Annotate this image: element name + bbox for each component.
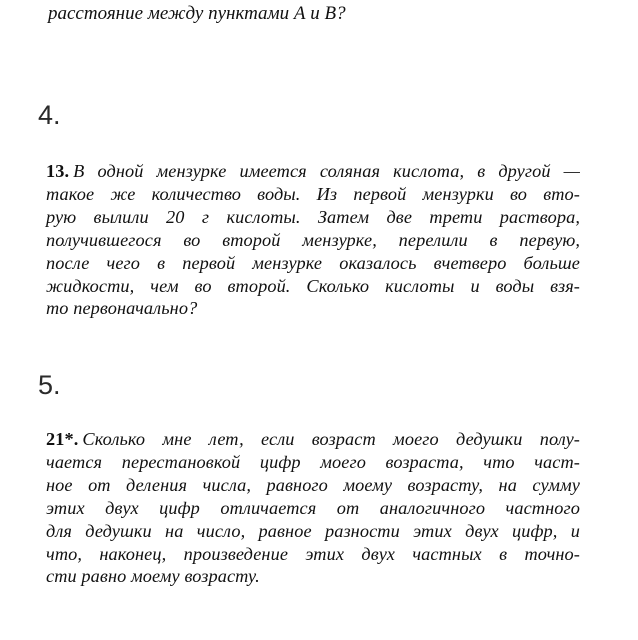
problem-line: после чего в первой мензурке оказалось вчетверо больше xyxy=(46,252,580,273)
problem-line: получившегося во второй мензурке, перелили в первую, xyxy=(46,229,580,250)
problem-line: 13. В одной мензурке имеется соляная кислота, в другой — xyxy=(46,161,580,181)
problem-13 xyxy=(46,160,580,320)
previous-problem-tail xyxy=(48,3,346,25)
problem-number: 13. xyxy=(46,161,70,181)
previous-problem-last-line: расстояние между пунктами А и В? xyxy=(48,3,346,24)
problem-line: для дедушки на число, равное разности этих двух цифр, и xyxy=(46,520,580,541)
problem-number: 21*. xyxy=(46,429,79,449)
problem-line: то первоначально? xyxy=(46,298,198,319)
problem-line: жидкости, чем во второй. Сколько кислоты и воды взя- xyxy=(46,275,580,296)
problem-line: сти равно моему возрасту. xyxy=(46,566,260,587)
problem-line: чается перестановкой цифр моего возраста, что част- xyxy=(46,451,580,472)
problem-line: такое же количество воды. Из первой мензурки во вто- xyxy=(46,183,580,204)
section-number-4: 4. xyxy=(38,100,61,130)
section-number-5: 5. xyxy=(38,370,61,400)
problem-line: рую вылили 20 г кислоты. Затем две трети раствора, xyxy=(46,206,580,227)
problem-line: 21*. Сколько мне лет, если возраст моего дедушки полу- xyxy=(46,429,580,449)
problem-21 xyxy=(46,428,580,588)
problem-line: что, наконец, произведение этих двух частных в точно- xyxy=(46,543,580,564)
problem-line: ное от деления числа, равного моему возрасту, на сумму xyxy=(46,474,580,495)
problem-line: этих двух цифр отличается от аналогичного частного xyxy=(46,497,580,518)
